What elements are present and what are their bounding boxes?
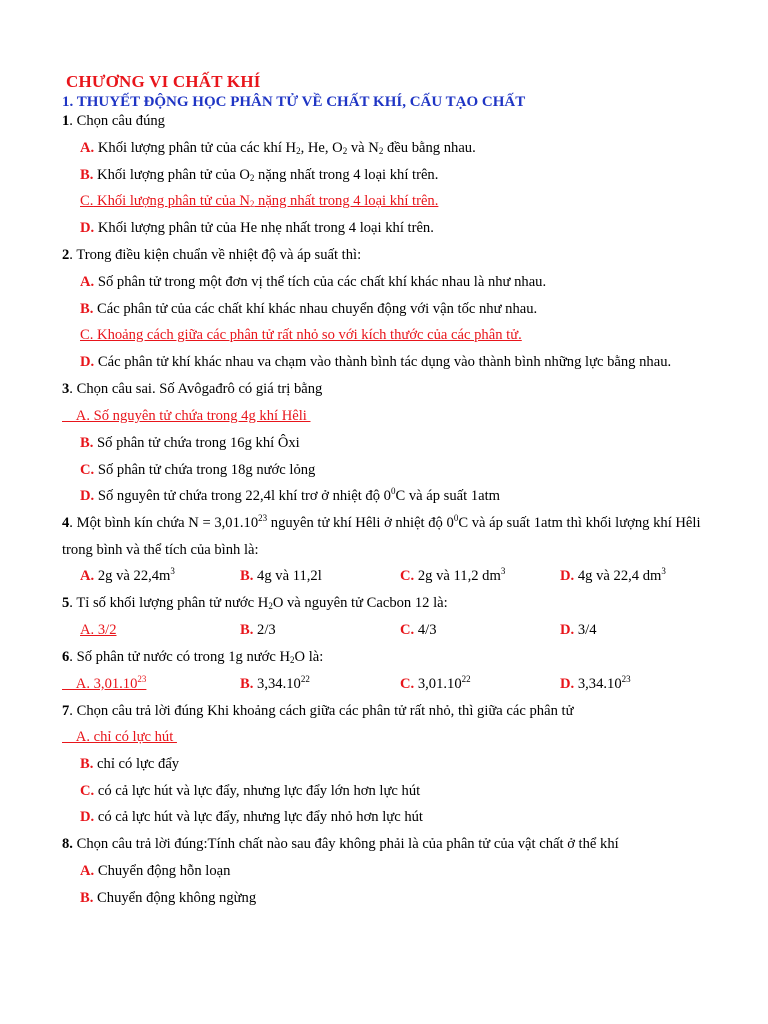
q3-option-d: D. Số nguyên tử chứa trong 22,4l khí trơ ở nhiệt độ $0^0C$ và áp suất 1atm [80, 486, 501, 504]
q4-option-d: D. 4g và 22,4 $dm^3$ [560, 566, 666, 584]
q6-option-b: B. 3,34.10$^{22}$ [240, 674, 310, 692]
q7-option-d: D. có cả lực hút và lực đẩy, nhưng lực đẩy nhỏ hơn lực hút [80, 809, 423, 825]
question-3: 3. Chọn câu sai. Số Avôgađrô có giá trị bằng [62, 381, 323, 397]
q7-option-b: B. chỉ có lực đẩy [80, 756, 180, 772]
question-2: 2. Trong điều kiện chuẩn về nhiệt độ và áp suất thì: [62, 247, 362, 263]
q1-option-b: B. Khối lượng phân tử của $O_2$ nặng nhất trong 4 loại khí trên. [80, 167, 439, 183]
question-4-continued: trong bình và thể tích của bình là: [62, 542, 259, 558]
q2-option-a: A. Số phân tử trong một đơn vị thể tích của các chất khí khác nhau là như nhau. [80, 274, 547, 290]
q2-option-c-answer: C. Khoảng cách giữa các phân tử rất nhỏ so với kích thước của các phân tử. [80, 327, 522, 343]
question-6: 6. Số phân tử nước có trong 1g nước $H_2O$ là: [62, 649, 324, 665]
q2-option-d: D. Các phân tử khí khác nhau va chạm vào thành bình tác dụng vào thành bình những lực bằng nhau. [80, 354, 672, 370]
section-title: 1. THUYẾT ĐỘNG HỌC PHÂN TỬ VỀ CHẤT KHÍ, CẤU TẠO CHẤT [62, 94, 526, 110]
q5-option-b: B. 2/3 [240, 622, 276, 638]
chapter-title: CHƯƠNG VI CHẤT KHÍ [66, 72, 261, 91]
q2-option-b: B. Các phân tử của các chất khí khác nhau chuyển động với vận tốc như nhau. [80, 301, 538, 317]
question-5: 5. Tỉ số khối lượng phân tử nước $H_2O$ và nguyên tử Cacbon 12 là: [62, 595, 448, 611]
q7-option-c: C. có cả lực hút và lực đẩy, nhưng lực đẩy lớn hơn lực hút [80, 783, 421, 799]
q6-option-c: C. 3,01.10$^{22}$ [400, 674, 471, 692]
question-7: 7. Chọn câu trả lời đúng Khi khoảng cách giữa các phân tử rất nhỏ, thì giữa các phân tử [62, 703, 574, 719]
question-4: 4. Một bình kín chứa $N = 3,01.10^{23}$ nguyên tử khí Hêli ở nhiệt độ $0^0C$ và áp suất 1atm thì khối lượng khí Hêli [62, 513, 701, 531]
q6-option-a-answer: A. 3,01.10$^{23}$ [62, 674, 147, 692]
q3-option-a-answer: A. Số nguyên tử chứa trong 4g khí Hêli [62, 408, 311, 424]
question-1: 1. Chọn câu đúng [62, 113, 165, 129]
q4-option-b: B. 4g và 11,2l [240, 568, 322, 584]
q6-option-d: D. 3,34.10$^{23}$ [560, 674, 631, 692]
q5-option-d: D. 3/4 [560, 622, 597, 638]
q8-option-b: B. Chuyển động không ngừng [80, 890, 257, 906]
q5-option-c: C. 4/3 [400, 622, 437, 638]
q1-option-d: D. Khối lượng phân tử của He nhẹ nhất trong 4 loại khí trên. [80, 220, 434, 236]
q4-option-a: A. 2g và $22,4m^3$ [80, 566, 175, 584]
q1-option-c-answer: C. Khối lượng phân tử của $N_2$ nặng nhất trong 4 loại khí trên. [80, 193, 439, 209]
q7-option-a-answer: A. chỉ có lực hút [62, 729, 177, 745]
question-8: 8. Chọn câu trả lời đúng:Tính chất nào sau đây không phải là của phân tử của vật chất ở thể khí [62, 836, 619, 852]
q3-option-b: B. Số phân tử chứa trong 16g khí Ôxi [80, 435, 300, 451]
q1-option-a: A. Khối lượng phân tử của các khí $H_2$, He, $O_2$ và $N_2$ đều bằng nhau. [80, 140, 476, 156]
q4-option-c: C. 2g và 11,2 $dm^3$ [400, 566, 506, 584]
q3-option-c: C. Số phân tử chứa trong 18g nước lỏng [80, 462, 316, 478]
q5-option-a-answer: A. 3/2 [80, 622, 117, 638]
q8-option-a: A. Chuyển động hỗn loạn [80, 863, 231, 879]
